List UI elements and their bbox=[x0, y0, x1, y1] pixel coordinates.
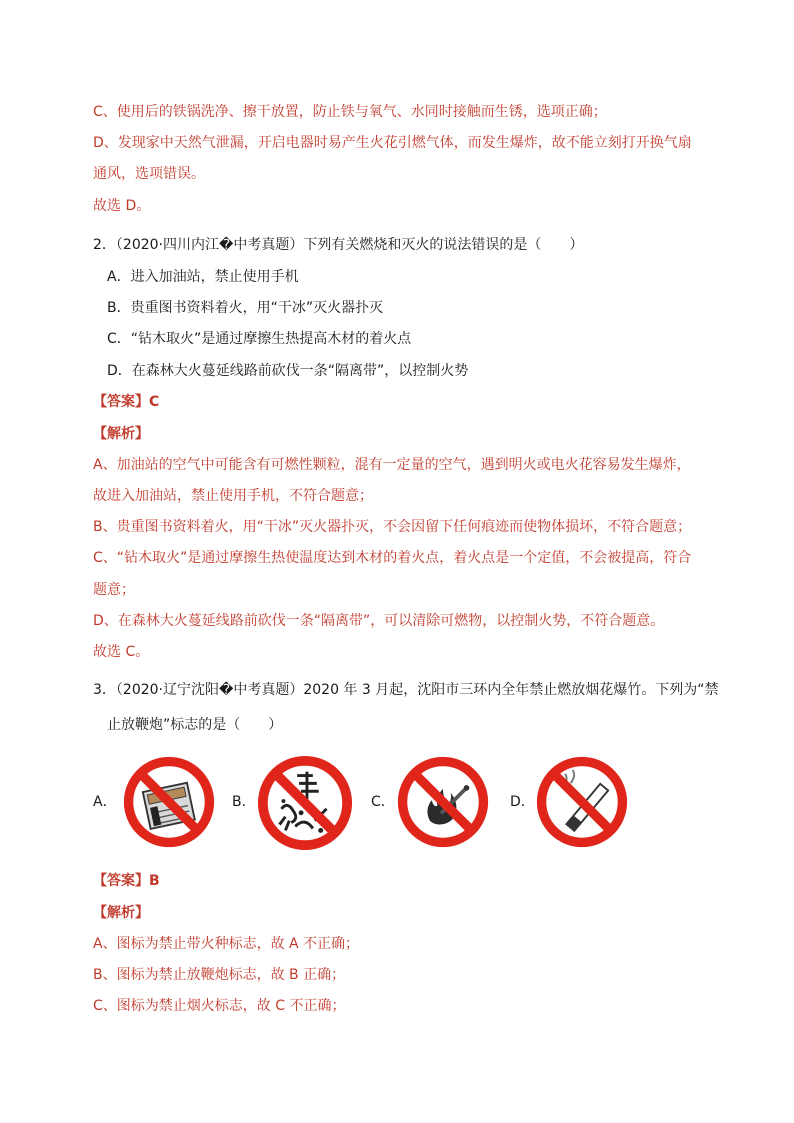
q3-explanation-a: A、图标为禁止带火种标志，故 A 不正确； bbox=[93, 936, 360, 952]
q2-explanation-a-2: 故进入加油站，禁止使用手机，不符合题意； bbox=[93, 488, 373, 504]
q2-explanation-d: D、在森林大火蔓延线路前砍伐一条“隔离带”，可以清除可燃物，以控制火势，不符合题意。 bbox=[93, 613, 665, 629]
prev-explanation-c: C、使用后的铁锅洗净、擦干放置，防止铁与氧气、水同时接触而生锈，选项正确； bbox=[93, 104, 607, 120]
q3-explanation-c: C、图标为禁止烟火标志，故 C 不正确； bbox=[93, 998, 346, 1014]
q2-explanation-b: B、贵重图书资料着火，用“干冰”灭火器扑灭，不会因留下任何痕迹而使物体损坏，不符合题意； bbox=[93, 519, 692, 535]
no-firecrackers-icon bbox=[256, 754, 354, 852]
prev-conclusion: 故选 D。 bbox=[93, 198, 151, 214]
q3-answer: 【答案】B bbox=[93, 873, 160, 889]
q2-analysis-heading: 【解析】 bbox=[93, 426, 149, 442]
q3-stem-1: 3．（2020·辽宁沈阳�中考真题）2020 年 3 月起，沈阳市三环内全年禁止燃放烟花爆竹。下列为“禁 bbox=[93, 682, 719, 698]
no-smoking-icon bbox=[535, 755, 629, 849]
q3-stem-2: 止放鞭炮”标志的是（ ） bbox=[107, 717, 283, 733]
q3-analysis-heading: 【解析】 bbox=[93, 905, 149, 921]
prev-explanation-d-2: 通风，选项错误。 bbox=[93, 166, 205, 182]
q2-option-b: B．贵重图书资料着火，用“干冰”灭火器扑灭 bbox=[107, 300, 384, 316]
q2-option-a: A．进入加油站，禁止使用手机 bbox=[107, 269, 299, 285]
q2-answer: 【答案】C bbox=[93, 394, 160, 410]
no-open-flame-icon bbox=[396, 755, 490, 849]
q3-explanation-b: B、图标为禁止放鞭炮标志，故 B 正确； bbox=[93, 967, 346, 983]
q2-conclusion: 故选 C。 bbox=[93, 644, 150, 660]
q2-option-c: C．“钻木取火”是通过摩擦生热提高木材的着火点 bbox=[107, 331, 412, 347]
q2-option-d: D．在森林大火蔓延线路前砍伐一条“隔离带”，以控制火势 bbox=[107, 363, 469, 379]
q2-explanation-a-1: A、加油站的空气中可能含有可燃性颗粒，混有一定量的空气，遇到明火或电火花容易发生爆炸， bbox=[93, 457, 691, 473]
q2-stem: 2．（2020·四川内江�中考真题）下列有关燃烧和灭火的说法错误的是（ ） bbox=[93, 237, 584, 253]
prev-explanation-d-1: D、发现家中天然气泄漏，开启电器时易产生火花引燃气体，而发生爆炸，故不能立刻打开换气扇 bbox=[93, 135, 692, 151]
sign-option-a-label: A． bbox=[93, 794, 117, 810]
sign-option-b-label: B． bbox=[232, 794, 256, 810]
sign-option-c-label: C． bbox=[371, 794, 395, 810]
q2-explanation-c-1: C、“钻木取火”是通过摩擦生热使温度达到木材的着火点，着火点是一个定值，不会被提高，符合 bbox=[93, 550, 692, 566]
no-matches-icon bbox=[122, 755, 216, 849]
sign-option-d-label: D． bbox=[510, 794, 535, 810]
q2-explanation-c-2: 题意； bbox=[93, 582, 135, 598]
